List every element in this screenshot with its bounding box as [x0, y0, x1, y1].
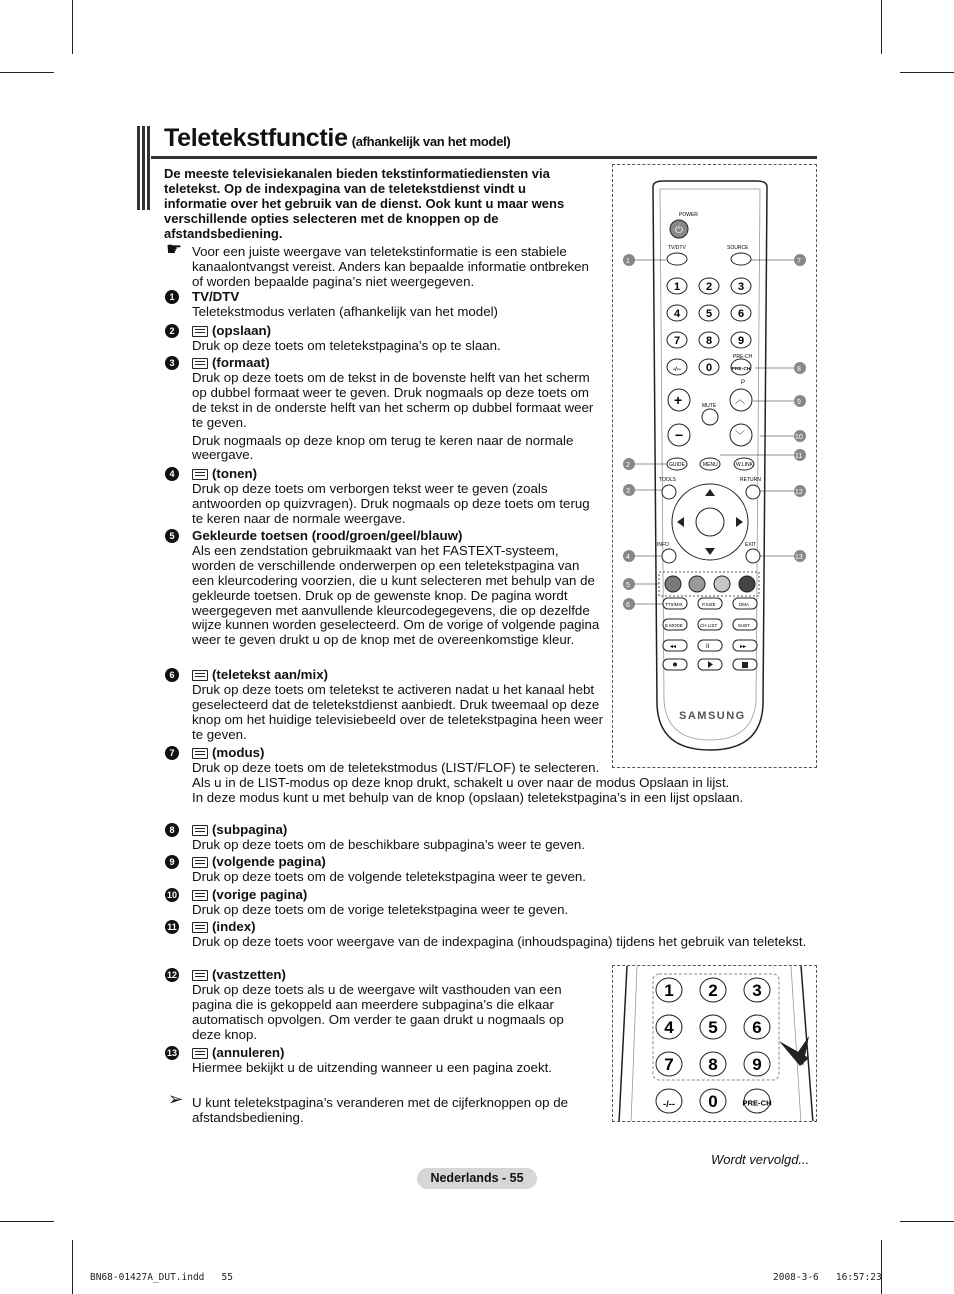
item-body: Druk op deze toets om de vorige teletekstpagina weer te geven. — [192, 901, 569, 917]
crop-mark — [72, 0, 73, 54]
keypad-closeup-illustration — [613, 966, 817, 1122]
list-item — [169, 667, 607, 743]
remote-label: 10 — [795, 434, 803, 441]
remote-label: SUBT. — [738, 623, 751, 628]
remote-label: EXIT — [745, 542, 757, 548]
item-heading-text: (annuleren) — [212, 1045, 285, 1060]
item-number: 1 — [165, 290, 179, 304]
item-body-block — [192, 371, 602, 463]
item-body-block — [192, 903, 812, 918]
teletext-mode-icon — [192, 748, 208, 759]
crop-mark — [900, 72, 954, 73]
item-heading-text: Gekleurde toetsen (rood/groen/geel/blauw) — [192, 528, 463, 543]
remote-label: 5 — [626, 582, 630, 589]
item-body: Druk op deze toets om de volgende teletekstpagina weer te geven. — [192, 868, 586, 884]
list-item — [169, 854, 812, 885]
svg-text:︿: ︿ — [735, 395, 745, 406]
digit-key-label: 8 — [705, 334, 713, 347]
item-number: 6 — [165, 668, 179, 682]
teletext-prev-icon — [192, 890, 208, 901]
page-title — [164, 124, 510, 153]
remote-label: SOURCE — [727, 245, 749, 251]
remote-label: 4 — [626, 554, 630, 561]
remote-label: P.SIZE — [702, 602, 716, 607]
remote-label: 3 — [626, 488, 630, 495]
item-number: 7 — [165, 746, 179, 760]
remote-label: DMA — [739, 602, 749, 607]
remote-label: 13 — [795, 554, 803, 561]
remote-label: INFO — [657, 542, 669, 548]
crop-mark — [72, 1240, 73, 1294]
list-item — [166, 1045, 592, 1076]
remote-label: 9 — [797, 399, 801, 406]
item-body: Teletekstmodus verlaten (afhankelijk van het model) — [192, 303, 498, 319]
digit-key-label: -/-- — [663, 1098, 675, 1109]
item-body-block — [192, 1061, 592, 1076]
pre-ch-key-label: PRE-CH — [731, 366, 751, 372]
list-item — [169, 323, 602, 354]
teletext-size-icon — [192, 358, 208, 369]
digit-key-label: 6 — [737, 307, 745, 320]
digit-key-label: 7 — [673, 334, 681, 347]
teletext-on-mix-icon — [192, 670, 208, 681]
item-number: 2 — [165, 324, 179, 338]
title-rule — [151, 156, 817, 159]
digit-key-label: 4 — [664, 1017, 674, 1037]
pre-ch-key-label: PRE-CH — [742, 1098, 772, 1108]
item-body: Als een zendstation gebruikmaakt van het FASTEXT-systeem, worden de verschillende onderwerpen op een teletekstpagina van een kleurcodering voorzien, die u kunt selecteren met behulp van de gekleurde toetsen. Druk op de gewenste knop. De pagina wordt weergegeven met aanvullende kleurcodegegevens, die op dezelfde wijze kunnen worden geselecteerd. Om de vorige of volgende pagina weer te geven drukt u op de knop met de overeenkomstige kleur. — [192, 542, 600, 648]
item-heading-text: (subpagina) — [212, 822, 288, 837]
list-item — [169, 289, 602, 320]
svg-text:II: II — [706, 644, 710, 650]
page-number-badge: Nederlands - 55 — [417, 1168, 537, 1189]
item-body: Druk op deze toets om de tekst in de bovenste helft van het scherm op dubbel formaat weer te geven. Druk nogmaals op deze toets om de tekst in de onderste helft van het scherm op dubbel formaat weer te geven. — [192, 369, 594, 430]
digit-key-label: 7 — [664, 1054, 674, 1074]
page-title-note: (afhankelijk van het model) — [351, 134, 511, 149]
svg-text:⏻: ⏻ — [675, 225, 683, 236]
item-heading-text: (modus) — [212, 745, 265, 760]
item-heading — [192, 467, 602, 482]
item-body-block — [192, 482, 602, 527]
item-body-block — [192, 870, 812, 885]
item-body-block — [192, 683, 607, 743]
digit-key-label: 2 — [705, 280, 713, 293]
item-body-block — [192, 983, 592, 1043]
remote-label: 8 — [797, 366, 801, 373]
digit-key-label: 8 — [708, 1054, 718, 1074]
item-heading — [192, 529, 602, 544]
svg-text:﹀: ﹀ — [735, 431, 745, 442]
remote-label: PRE-CH — [733, 354, 753, 360]
item-body: Druk op deze toets als u de weergave wilt vasthouden van een pagina die is gekoppeld aan meerdere subpagina’s die elkaar automatisch opvolgen. Om verder te gaan drukt u nogmaals op deze knop. — [192, 981, 564, 1042]
remote-label: 2 — [626, 462, 630, 469]
remote-label: 12 — [795, 489, 803, 496]
tip — [168, 1089, 597, 1125]
item-number: 4 — [165, 467, 179, 481]
item-body: Hiermee bekijkt u de uitzending wanneer u een pagina zoekt. — [192, 1059, 552, 1075]
digit-key-label: 9 — [737, 334, 745, 347]
remote-label: POWER — [679, 212, 698, 218]
item-heading-text: (vorige pagina) — [212, 887, 308, 902]
teletext-cancel-icon — [192, 1048, 208, 1059]
digit-key-label: -/-- — [673, 366, 681, 373]
crop-mark — [0, 72, 54, 73]
digit-key-label: 0 — [705, 361, 713, 374]
list-item — [169, 528, 602, 648]
arrow-pointer-icon: ➢ — [168, 1089, 184, 1109]
digit-key-label: 3 — [752, 980, 762, 1000]
item-heading — [192, 968, 592, 983]
item-number: 8 — [165, 823, 179, 837]
item-number: 5 — [165, 529, 179, 543]
item-body-block — [192, 935, 812, 950]
keypad-closeup-figure — [612, 965, 817, 1122]
item-heading — [192, 920, 812, 935]
item-heading-text: (index) — [212, 919, 256, 934]
title-decoration — [137, 126, 151, 210]
item-heading-text: (tonen) — [212, 466, 258, 481]
remote-label: W.LINK — [736, 462, 753, 468]
item-heading — [192, 356, 602, 371]
teletext-hold-icon — [192, 970, 208, 981]
item-heading — [192, 823, 812, 838]
print-file-info: BN68-01427A_DUT.indd 55 — [90, 1272, 233, 1283]
digit-key-label: 1 — [664, 980, 674, 1000]
digit-key-label: 6 — [752, 1017, 762, 1037]
item-heading — [192, 1046, 592, 1061]
item-body: Druk op deze toets voor weergave van de indexpagina (inhoudspagina) tijdens het gebruik van teletekst. — [192, 933, 807, 949]
svg-text:−: − — [675, 427, 684, 443]
item-body-block — [192, 544, 602, 648]
svg-text:◂◂: ◂◂ — [670, 644, 677, 650]
digit-key-label: 3 — [737, 280, 745, 293]
list-item — [166, 967, 592, 1043]
digit-key-label: 0 — [708, 1091, 718, 1111]
crop-mark — [881, 0, 882, 54]
item-heading-text: (teletekst aan/mix) — [212, 667, 329, 682]
remote-label: 11 — [795, 453, 803, 460]
remote-label: 7 — [797, 258, 801, 265]
color-button-red — [665, 576, 681, 592]
crop-mark — [0, 1221, 54, 1222]
remote-label: 1 — [626, 258, 630, 265]
digit-key-label: 2 — [708, 980, 718, 1000]
remote-control-illustration — [613, 165, 818, 769]
svg-text:+: + — [674, 392, 683, 408]
digit-key-label: 1 — [673, 280, 681, 293]
teletext-save-icon — [192, 326, 208, 337]
teletext-next-icon — [192, 857, 208, 868]
remote-label: TTX/MIX — [665, 602, 683, 607]
item-number: 11 — [165, 920, 179, 934]
remote-figure — [612, 164, 817, 768]
list-item — [169, 466, 602, 527]
svg-text:▸▸: ▸▸ — [740, 644, 747, 650]
note — [166, 239, 602, 289]
item-heading-text: (vastzetten) — [212, 967, 286, 982]
continued-note: Wordt vervolgd... — [711, 1152, 810, 1167]
digit-key-label: 5 — [708, 1017, 718, 1037]
remote-label: MUTE — [702, 403, 717, 409]
remote-label: P — [741, 380, 746, 386]
tip-text: U kunt teletekstpagina’s veranderen met de cijferknoppen op de afstandsbediening. — [192, 1095, 569, 1125]
color-button-green — [689, 576, 705, 592]
item-heading — [192, 290, 602, 305]
item-body: In deze modus kunt u met behulp van de knop (opslaan) teletekstpagina’s in een lijst opslaan. — [192, 789, 744, 805]
teletext-subpage-icon — [192, 825, 208, 836]
item-heading-text: (opslaan) — [212, 323, 272, 338]
item-number: 3 — [165, 356, 179, 370]
list-item — [169, 355, 602, 463]
remote-label: MENU — [703, 462, 718, 468]
teletext-index-icon — [192, 922, 208, 933]
item-body: Als u in de LIST-modus op deze knop drukt, schakelt u over naar de modus Opslaan in lijst. — [192, 774, 730, 790]
remote-label: RETURN — [740, 477, 761, 483]
remote-label: TOOLS — [659, 477, 676, 483]
item-heading-text: (formaat) — [212, 355, 270, 370]
remote-label: TV/DTV — [668, 245, 686, 251]
crop-mark — [881, 1240, 882, 1294]
list-item — [166, 887, 812, 918]
item-heading — [192, 324, 602, 339]
item-number: 13 — [166, 1048, 177, 1058]
item-body-block — [192, 339, 602, 354]
item-heading — [192, 888, 812, 903]
item-heading-text: (volgende pagina) — [212, 854, 326, 869]
digit-key-label: 4 — [673, 307, 681, 320]
item-body: Druk op deze toets om de teletekstmodus (LIST/FLOF) te selecteren. — [192, 759, 600, 775]
item-body: Druk op deze toets om teletekst te activeren nadat u het kanaal hebt geselecteerd dat de teletekstdienst aanbiedt. Druk tweemaal op deze knop om het huidige televisiebeeld over de teletekstpagina heen weer te geven. — [192, 681, 604, 742]
item-body: Druk nogmaals op deze knop om terug te keren naar de normale weergave. — [192, 432, 574, 463]
remote-label: CH LIST — [700, 623, 718, 628]
note-text: Voor een juiste weergave van teletekstinformatie is een stabiele kanaalontvangst vereist. Anders kan bepaalde informatie ontbreken of worden bepaalde pagina’s niet weergegeven. — [192, 244, 589, 289]
list-item — [169, 822, 812, 853]
item-number: 9 — [165, 855, 179, 869]
digit-key-label: 9 — [752, 1054, 762, 1074]
item-heading — [192, 855, 812, 870]
item-heading-text: TV/DTV — [192, 289, 240, 304]
pointing-hand-icon: ☛ — [166, 239, 183, 259]
item-body: Druk op deze toets om verborgen tekst weer te geven (zoals antwoorden op quizvragen). Druk nogmaals op deze toets om terug te keren naar de normale weergave. — [192, 480, 590, 526]
item-body: Druk op deze toets om teletekstpagina’s op te slaan. — [192, 337, 501, 353]
remote-label: GUIDE — [669, 462, 685, 468]
item-body: Druk op deze toets om de beschikbare subpagina’s weer te geven. — [192, 836, 585, 852]
item-number: 12 — [166, 970, 177, 980]
print-date-info: 2008-3-6 16:57:23 — [773, 1272, 882, 1283]
item-body-block — [192, 305, 602, 320]
color-button-yellow — [714, 576, 730, 592]
remote-label: E.MODE — [665, 623, 683, 628]
remote-label: 6 — [626, 602, 630, 609]
crop-mark — [900, 1221, 954, 1222]
item-body-block — [192, 838, 812, 853]
page-title-text: Teletekstfunctie — [164, 124, 348, 152]
item-number: 10 — [166, 890, 177, 900]
list-item — [167, 919, 812, 950]
digit-key-label: 5 — [705, 307, 713, 320]
intro-text: De meeste televisiekanalen bieden tekstinformatiediensten via teletekst. Op de indexpagina van de teletekstdienst vindt u informatie over het gebruik van de dienst. Ook kunt u maar wens verschillende opties selecteren met de knoppen op de afstandsbediening. — [164, 166, 565, 241]
item-heading — [192, 668, 607, 683]
color-button-blue — [739, 576, 755, 592]
teletext-reveal-icon — [192, 469, 208, 480]
remote-label: SAMSUNG — [679, 710, 746, 722]
